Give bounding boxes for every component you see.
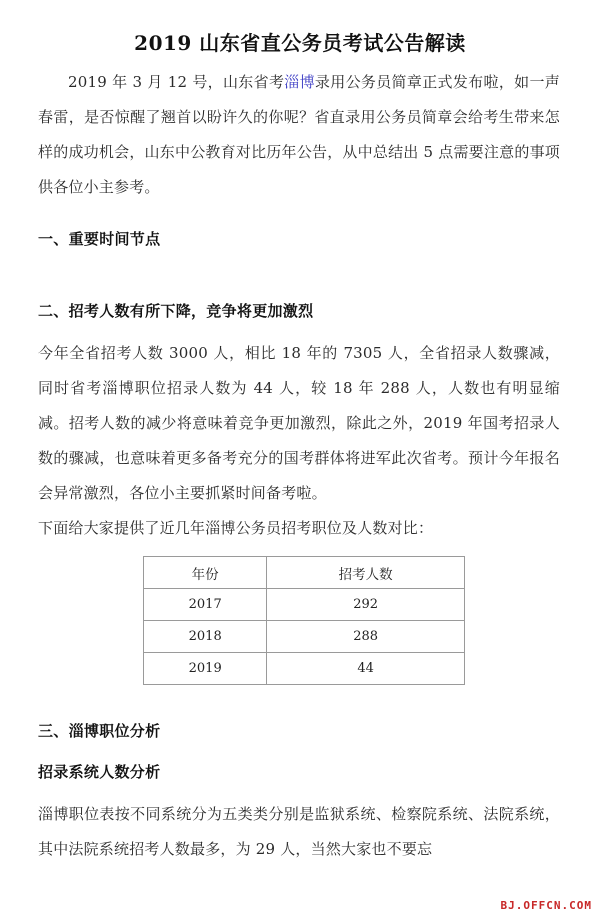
section-3-body: 淄博职位表按不同系统分为五类类分别是监狱系统、检察院系统、法院系统，其中法院系统招考人数最多，为 29 人，当然大家也不要忘: [38, 805, 560, 858]
intro-text-before-link: 2019 年 3 月 12 号，山东省考: [68, 73, 285, 91]
spacer: [38, 788, 560, 797]
section-heading-3: 三、淄博职位分析: [38, 722, 161, 740]
section-2-body: 今年全省招考人数 3000 人，相比 18 年的 7305 人，全省招录人数骤减，同时省考淄博职位招录人数为 44 人，较 18 年 288 人，人数也有明显缩减。招考人数的减少将意味着竞争更加激烈，除此之外，2019 年国考招录人数的骤减，也意味着更多备考充分的国考群体将进军此次省考。预计今年报名会异常激烈，各位小主要抓紧时间备考啦。: [38, 344, 560, 502]
table-row: [144, 621, 465, 653]
spacer: [38, 255, 560, 295]
section-heading-2: 二、招考人数有所下降，竞争将更加激烈: [38, 302, 314, 320]
table-cell-count: 288: [267, 621, 465, 653]
intro-text-after-link: 录用公务员简章正式发布啦，如一声春雷，是否惊醒了翘首以盼许久的你呢？省直录用公务员简章会给考生带来怎样的成功机会，山东中公教育对比历年公告，从中总结出 5 点需要注意的事项供各位小主参考。: [38, 73, 560, 196]
table-row: [144, 653, 465, 685]
section-heading-1: 一、重要时间节点: [38, 230, 161, 248]
spacer: [38, 56, 560, 65]
site-watermark: BJ.OFFCN.COM: [500, 899, 592, 912]
spacer: [38, 685, 560, 715]
table-header-year: 年份: [144, 557, 267, 589]
intro-paragraph: [38, 65, 560, 205]
spacer: [38, 205, 560, 223]
table-row: [144, 589, 465, 621]
table-cell-year: 2018: [144, 621, 267, 653]
recruitment-table: [143, 556, 465, 685]
document-body: [0, 56, 600, 867]
zibo-link[interactable]: 淄博: [284, 73, 315, 91]
table-cell-year: 2019: [144, 653, 267, 685]
table-cell-count: 292: [267, 589, 465, 621]
table-cell-year: 2017: [144, 589, 267, 621]
page-title: 2019 山东省直公务员考试公告解读: [134, 31, 466, 55]
spacer: [38, 747, 560, 756]
table-header-count: 招考人数: [267, 557, 465, 589]
table-container: [38, 556, 560, 685]
table-lead-in-text: 下面给大家提供了近几年淄博公务员招考职位及人数对比：: [38, 519, 434, 537]
table-cell-count: 44: [267, 653, 465, 685]
sub-heading-recruitment-system: 招录系统人数分析: [38, 763, 161, 781]
spacer: [38, 327, 560, 336]
table-header-row: [144, 557, 465, 589]
